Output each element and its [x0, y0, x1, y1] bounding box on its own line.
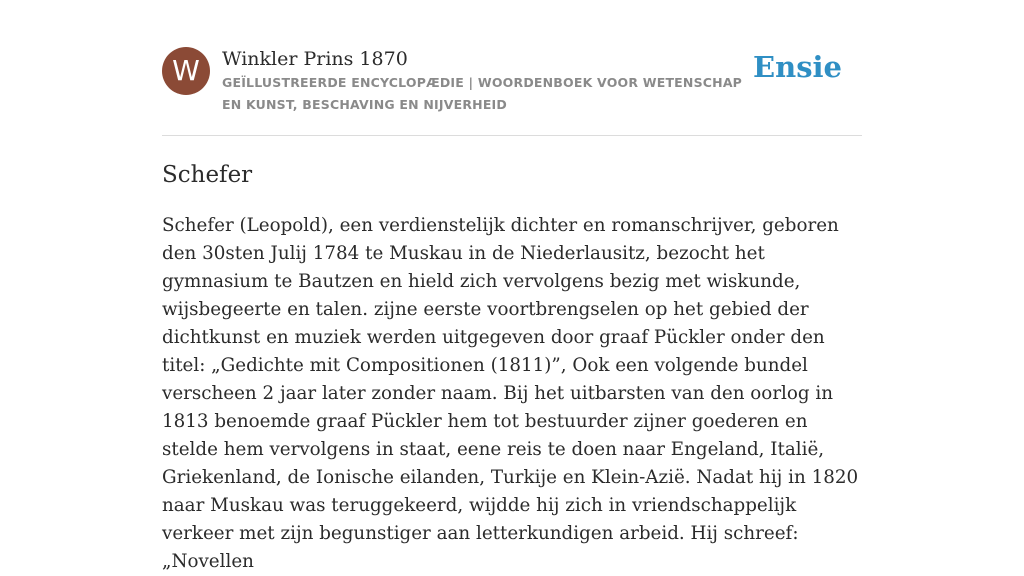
article-body: Schefer (Leopold), een verdienstelijk dichter en romanschrijver, geboren den 30sten Julij 1784 te Muskau in de Niederlausitz, bezocht het gymnasium te Bautzen en hield zich vervolgens bezig met wiskunde, wijsbegeerte en talen. zijne eerste voortbrengselen op het gebied der dichtkunst en muziek werden uitgegeven door graaf Pückler onder den titel: „Gedichte mit Compositionen (1811)”, Ook een volgende bundel verscheen 2 jaar later zonder naam. Bij het uitbarsten van den oorlog in 1813 benoemde graaf Pückler hem tot bestuurder zijner goederen en stelde hem vervolgens in staat, eene reis te doen naar Engeland, Italië, Griekenland, de Ionische eilanden, Turkije en Klein-Azië. Nadat hij in 1820 naar Muskau was teruggekeerd, wijdde hij zich in vriendschappelijk verkeer met zijn begunstiger aan letterkundigen arbeid. Hij schreef: „Novellen [162, 215, 859, 572]
publication-subtitle: GEÏLLUSTREERDE ENCYCLOPÆDIE | WOORDENBOEK VOOR WETENSCHAP EN KUNST, BESCHAVING EN NIJVERHEID [222, 75, 743, 112]
publication-title[interactable]: Winkler Prins 1870 [222, 48, 408, 70]
avatar[interactable]: W [162, 47, 210, 95]
header-divider [162, 135, 862, 136]
brand-logo[interactable]: Ensie [753, 50, 842, 84]
article-title: Schefer [162, 162, 253, 188]
publication-header [162, 47, 862, 135]
